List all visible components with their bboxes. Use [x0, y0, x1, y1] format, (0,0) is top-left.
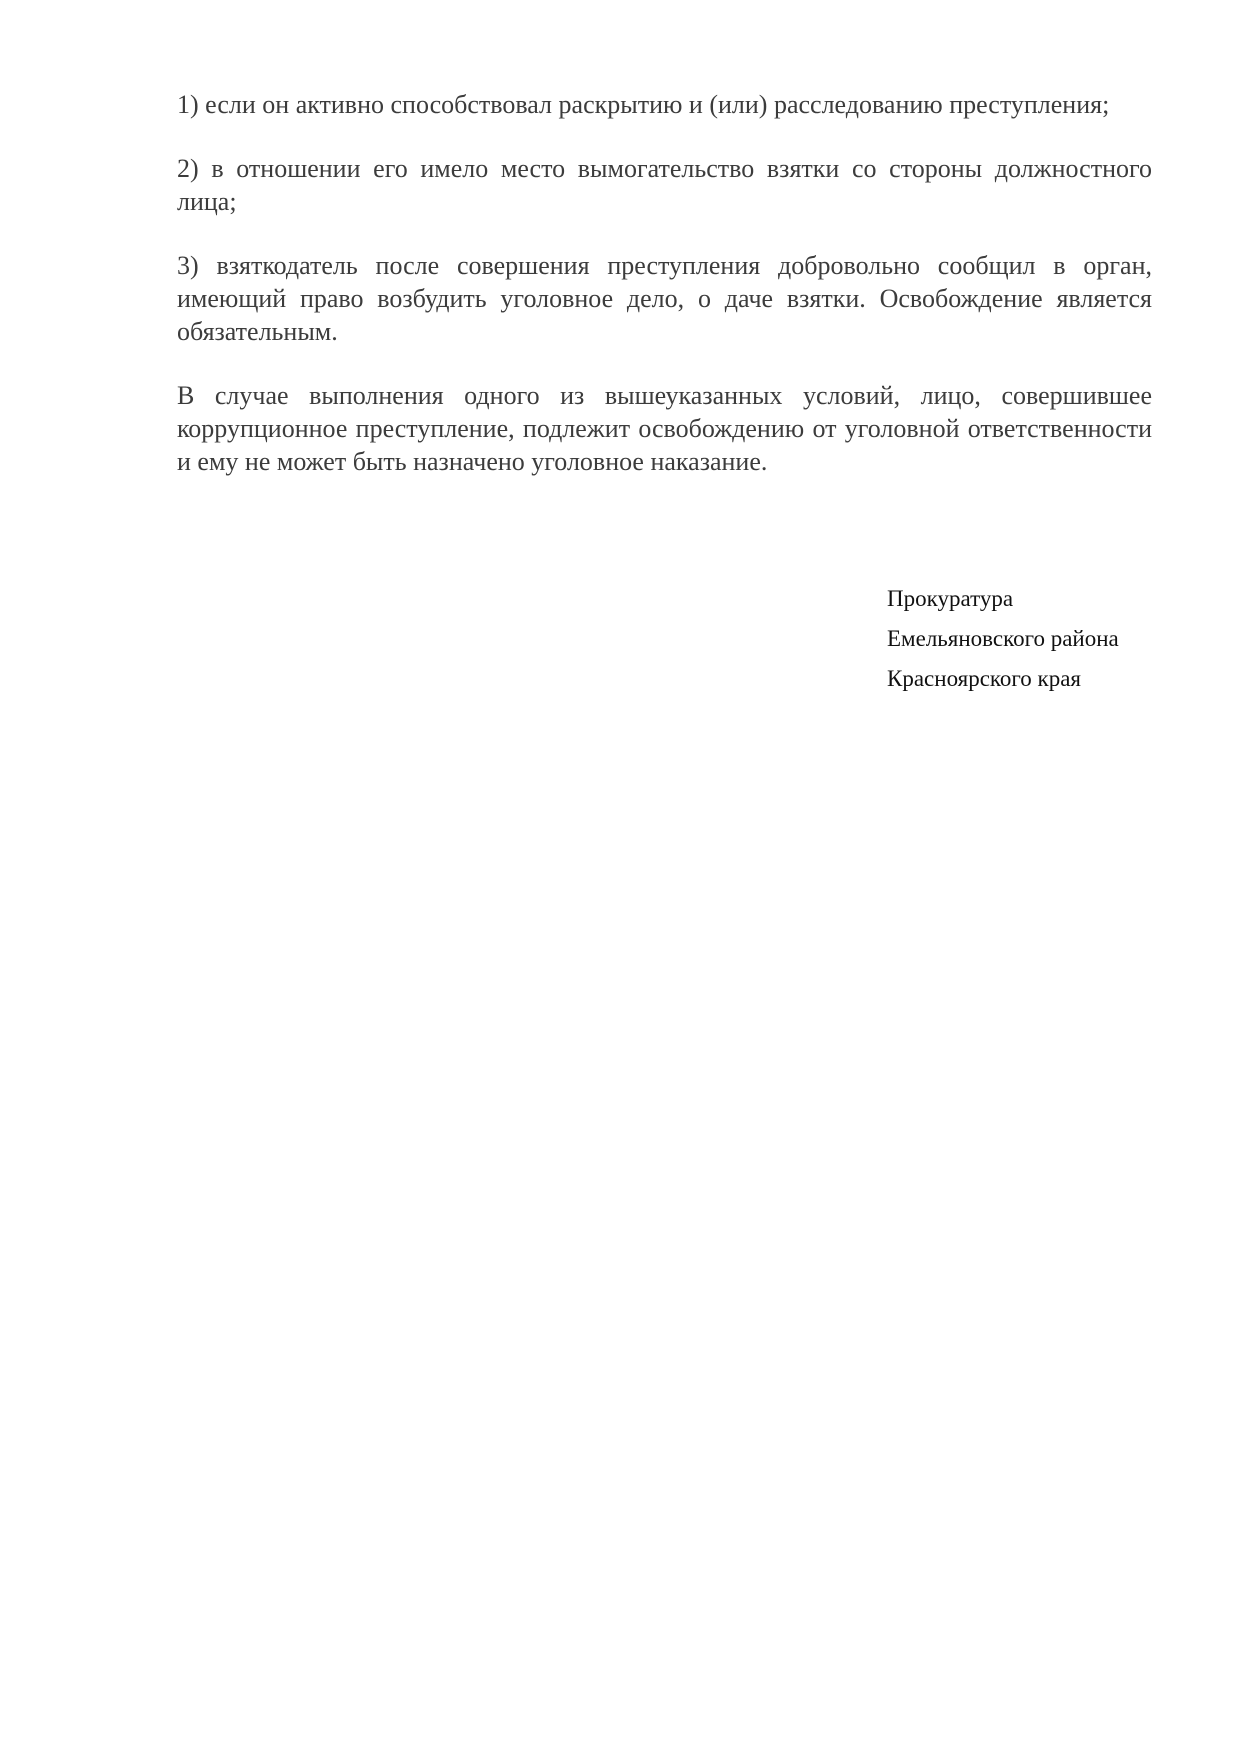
signature-line-district: Емельяновского района	[887, 626, 1119, 651]
signature-block	[887, 579, 1119, 699]
paragraph-condition-2: 2) в отношении его имело место вымогательство взятки со стороны должностного лица;	[177, 154, 1152, 216]
paragraph-condition-1: 1) если он активно способствовал раскрытию и (или) расследованию преступления;	[177, 90, 1110, 119]
signature-line-region: Красноярского края	[887, 666, 1081, 691]
paragraph-condition-3: 3) взяткодатель после совершения преступления добровольно сообщил в орган, имеющий право возбудить уголовное дело, о даче взятки. Освобождение является обязательным.	[177, 251, 1152, 346]
signature-line-organization: Прокуратура	[887, 586, 1014, 611]
document-body	[177, 88, 1152, 509]
paragraph-conclusion: В случае выполнения одного из вышеуказанных условий, лицо, совершившее коррупционное преступление, подлежит освобождению от уголовной ответственности и ему не может быть назначено уголовное наказание.	[177, 381, 1152, 476]
